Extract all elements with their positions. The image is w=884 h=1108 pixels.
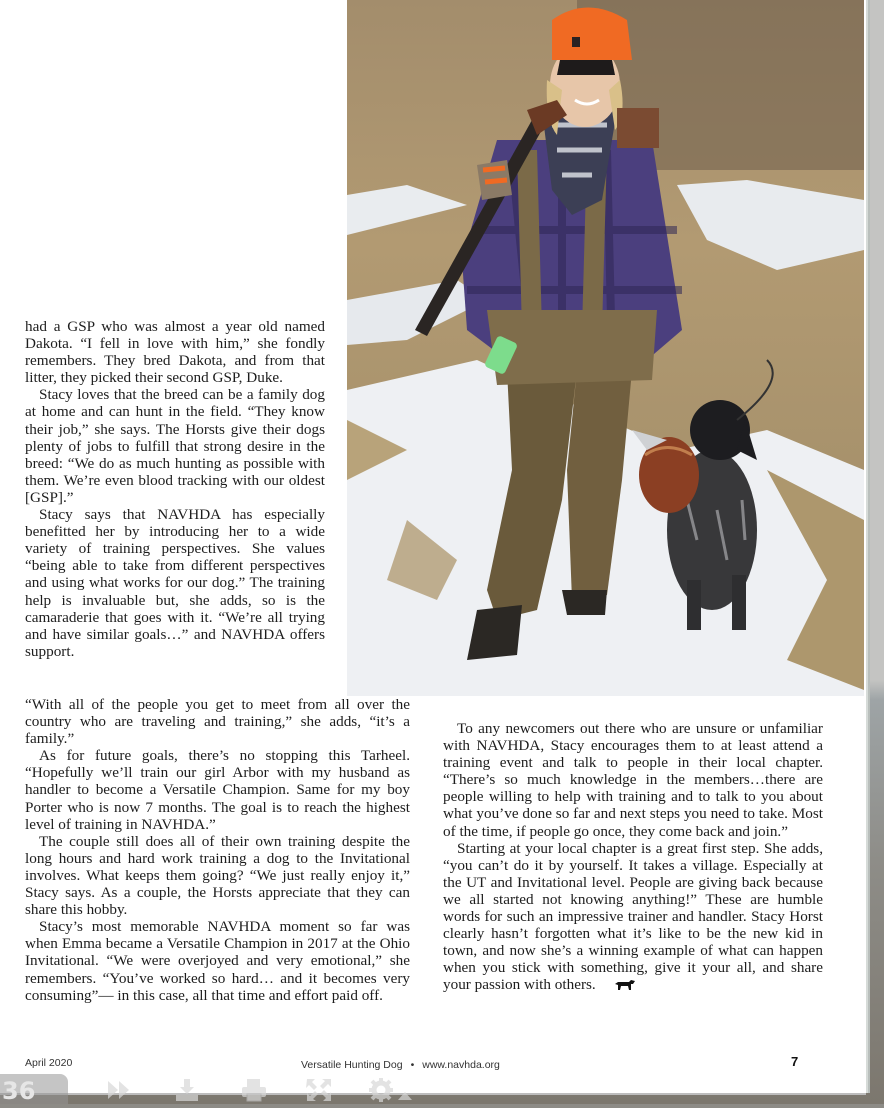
publication-name: Versatile Hunting Dog bbox=[301, 1059, 403, 1071]
fast-forward-icon[interactable] bbox=[105, 1078, 133, 1102]
paragraph: As for future goals, there’s no stopping this Tarheel. “Hopefully we’ll train our girl Arbor with my husband as handler to become a Versatile Champion. Same for my boy Porter who is now 7 months. The goal is to reach the highest level of training in NAVHDA.” bbox=[25, 747, 410, 833]
expand-icon[interactable] bbox=[305, 1078, 333, 1102]
article-column-left-bottom bbox=[25, 696, 410, 1004]
dog-silhouette-icon bbox=[600, 978, 636, 995]
paragraph: Stacy loves that the breed can be a family dog at home and can hunt in the field. “They know their job,” she says. The Horsts give their dogs plenty of jobs to fulfill that strong desire in the breed: “We do as much hunting as possible with them. We’re even blood tracking with our oldest [GSP].” bbox=[25, 386, 325, 506]
website-link[interactable]: www.navhda.org bbox=[422, 1059, 500, 1071]
paragraph-text: Starting at your local chapter is a great first step. She adds, “you can’t do it by yourself. It takes a village. Especially at the UT and Invitational level. People are giving back because we all started not knowing anything!” These are humble words for such an impressive trainer and handler. Stacy Horst clearly hasn’t forgotten what it’s like to be the new kid in town, and now she’s a winning example of what can happen when you stick with something, give it your all, and share your passion with others. bbox=[443, 839, 823, 994]
paragraph: had a GSP who was almost a year old named Dakota. “I fell in love with him,” she fondly remembers. They bred Dakota, and from that litter, they picked their second GSP, Duke. bbox=[25, 318, 325, 387]
page-number: 7 bbox=[791, 1054, 799, 1069]
footer-publication bbox=[301, 1059, 500, 1071]
download-icon[interactable] bbox=[173, 1078, 201, 1102]
paragraph: The couple still does all of their own training despite the long hours and hard work training a dog to the Invitational involves. What keeps them going? “We just really enjoy it,” Stacy says. As a couple, the Horsts appreciate that they can share this hobby. bbox=[25, 832, 410, 919]
separator: • bbox=[410, 1059, 415, 1071]
paragraph: Stacy says that NAVHDA has especially benefitted her by introducing her to a wide variety of training perspectives. She values “being able to take from different perspectives and using what works for our dog.” The training help is invaluable but, she adds, so is the camaraderie that goes with it. “We’re all trying and have similar goals…” and NAVHDA offers support. bbox=[25, 506, 325, 660]
paragraph: To any newcomers out there who are unsure or unfamiliar with NAVHDA, Stacy encourages them to at least attend a training event and talk to people in their local chapter. “There’s so much knowledge in the members…there are people willing to help with training and to talk to you about what you’ve done so far and next steps you need to take. Most of the time, if people go once, they come back and join.” bbox=[443, 720, 823, 840]
paragraph bbox=[443, 840, 823, 996]
paragraph: Stacy’s most memorable NAVHDA moment so far was when Emma became a Versatile Champion in 2017 at the Ohio Invitational. “We were overjoyed and very emotional,” she remembers. “You’ve worked so hard… and it becomes very consuming”— in this case, all that time and effort paid off. bbox=[25, 918, 410, 1004]
paragraph: “With all of the people you get to meet from all over the country who are traveling and training,” she adds, “it’s a family.” bbox=[25, 696, 410, 748]
article-column-right bbox=[443, 720, 823, 996]
print-icon[interactable] bbox=[240, 1078, 268, 1102]
article-column-left-top bbox=[25, 318, 325, 660]
feature-photo bbox=[347, 0, 864, 696]
footer-date: April 2020 bbox=[25, 1057, 73, 1069]
gear-icon[interactable] bbox=[368, 1078, 416, 1102]
page-counter: 36 bbox=[0, 1074, 68, 1104]
